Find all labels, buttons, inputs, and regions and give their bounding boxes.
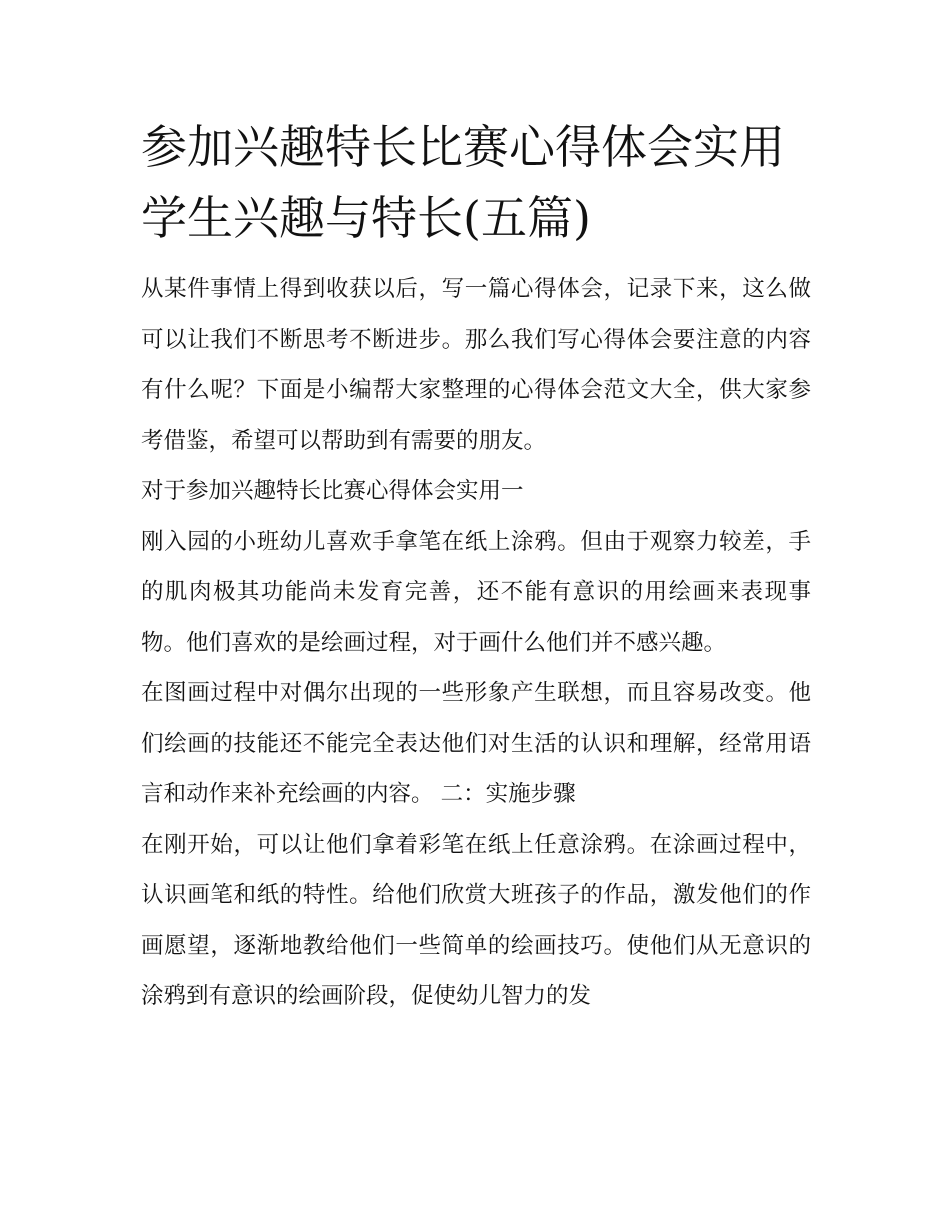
paragraph-section-heading: 对于参加兴趣特长比赛心得体会实用一 [141, 478, 524, 504]
document-title: 参加兴趣特长比赛心得体会实用 学生兴趣与特长(五篇) [141, 120, 785, 245]
paragraph-body: 在图画过程中对偶尔出现的一些形象产生联想，而且容易改变。他们绘画的技能还不能完全表达他们对生活的认识和理解，经常用语言和动作来补充绘画的内容。 二：实施步骤 [141, 680, 811, 807]
paragraph-intro: 从某件事情上得到收获以后，写一篇心得体会，记录下来，这么做可以让我们不断思考不断进步。那么我们写心得体会要注意的内容有什么呢？下面是小编帮大家整理的心得体会范文大全，供大家参考借鉴，希望可以帮助到有需要的朋友。 [141, 276, 811, 454]
paragraph-body: 刚入园的小班幼儿喜欢手拿笔在纸上涂鸦。但由于观察力较差，手的肌肉极其功能尚未发育完善，还不能有意识的用绘画来表现事物。他们喜欢的是绘画过程，对于画什么他们并不感兴趣。 [141, 528, 811, 656]
paragraph-body: 在刚开始，可以让他们拿着彩笔在纸上任意涂鸦。在涂画过程中，认识画笔和纸的特性。给他们欣赏大班孩子的作品，激发他们的作画愿望，逐渐地教给他们一些简单的绘画技巧。使他们从无意识的涂鸦到有意识的绘画阶段，促使幼儿智力的发 [141, 831, 811, 1009]
document-page [141, 112, 811, 1022]
document-body [141, 264, 811, 1022]
